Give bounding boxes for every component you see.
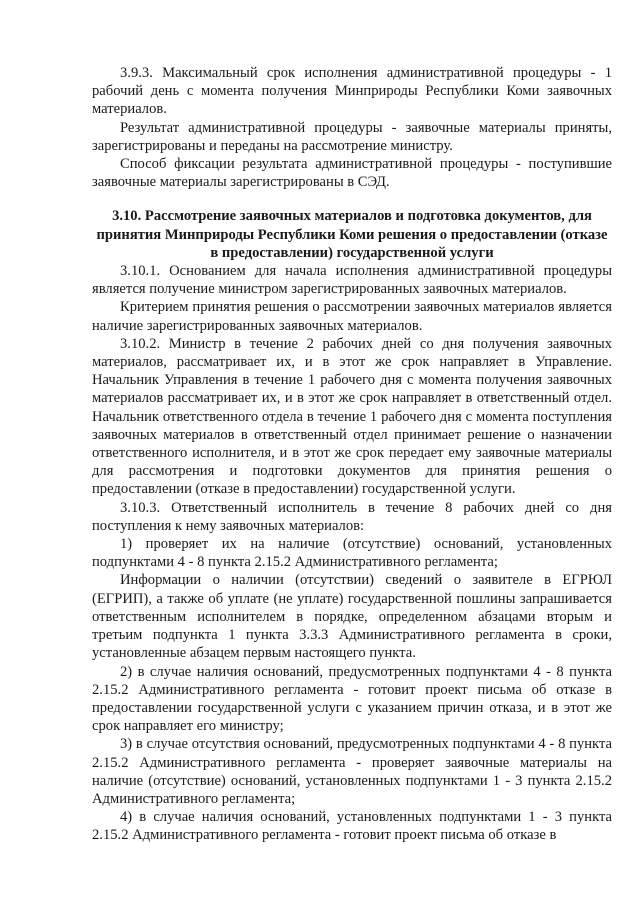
paragraph-3-10-2: 3.10.2. Министр в течение 2 рабочих дней со дня получения заявочных материалов, рассматривает их, и в этот же срок направляет в Управление. Начальник Управления в течение 1 рабочего дня с момента получения заявочных материалов рассматривает их, и в этот же срок направляет в ответственный отдел. Начальник ответственного отдела в течение 1 рабочего дня с момента поступления заявочных материалов в ответственный отдел принимает решение о назначении ответственного исполнителя, и в этот же срок передает ему заявочные материалы для рассмотрения и подготовки документов для принятия решения о предоставлении (отказе в предоставлении) государственной услуги. [92, 335, 612, 498]
paragraph-criterion: Критерием принятия решения о рассмотрении заявочных материалов является наличие зарегистрированных заявочных материалов. [92, 299, 612, 334]
paragraph-3-10-1: 3.10.1. Основанием для начала исполнения административной процедуры является получение министром зарегистрированных заявочных материалов. [92, 263, 612, 298]
section-heading-3-10: 3.10. Рассмотрение заявочных материалов и подготовка документов, для принятия Минприроды Республики Коми решения о предоставлении (отказе в предоставлении) государственной услуги [96, 208, 608, 261]
list-item-2: 2) в случае наличия оснований, предусмотренных подпунктами 4 - 8 пункта 2.15.2 Административного регламента - готовит проект письма об отказе в предоставлении государственной услуги с указанием причин отказа, и в этот же срок направляет его министру; [92, 663, 612, 735]
paragraph-3-9-3: 3.9.3. Максимальный срок исполнения административной процедуры - 1 рабочий день с момента получения Минприроды Республики Коми заявочных материалов. [92, 65, 612, 118]
document-page [92, 64, 612, 845]
paragraph-result: Результат административной процедуры - заявочные материалы приняты, зарегистрированы и переданы на рассмотрение министру. [92, 119, 612, 154]
list-item-4: 4) в случае наличия оснований, установленных подпунктами 1 - 3 пункта 2.15.2 Административного регламента - готовит проект письма об отказе в [92, 809, 612, 844]
list-item-3: 3) в случае отсутствия оснований, предусмотренных подпунктами 4 - 8 пункта 2.15.2 Административного регламента - проверяет заявочные материалы на наличие (отсутствие) оснований, установленных подпунктами 1 - 3 пункта 2.15.2 Административного регламента; [92, 736, 612, 807]
paragraph-3-10-3: 3.10.3. Ответственный исполнитель в течение 8 рабочих дней со дня поступления к нему заявочных материалов: [92, 499, 612, 534]
paragraph-fixation-method: Способ фиксации результата административной процедуры - поступившие заявочные материалы зарегистрированы в СЭД. [92, 156, 612, 191]
list-item-1: 1) проверяет их на наличие (отсутствие) оснований, установленных подпунктами 4 - 8 пункта 2.15.2 Административного регламента; [92, 536, 612, 571]
paragraph-information-request: Информации о наличии (отсутствии) сведений о заявителе в ЕГРЮЛ (ЕГРИП), а также об уплате (не уплате) государственной пошлины запрашивается ответственным исполнителем в порядке, определенном абзацами вторым и третьим подпункта 1 пункта 3.3.3 Административного регламента в сроки, установленные абзацем первым настоящего пункта. [92, 572, 612, 662]
